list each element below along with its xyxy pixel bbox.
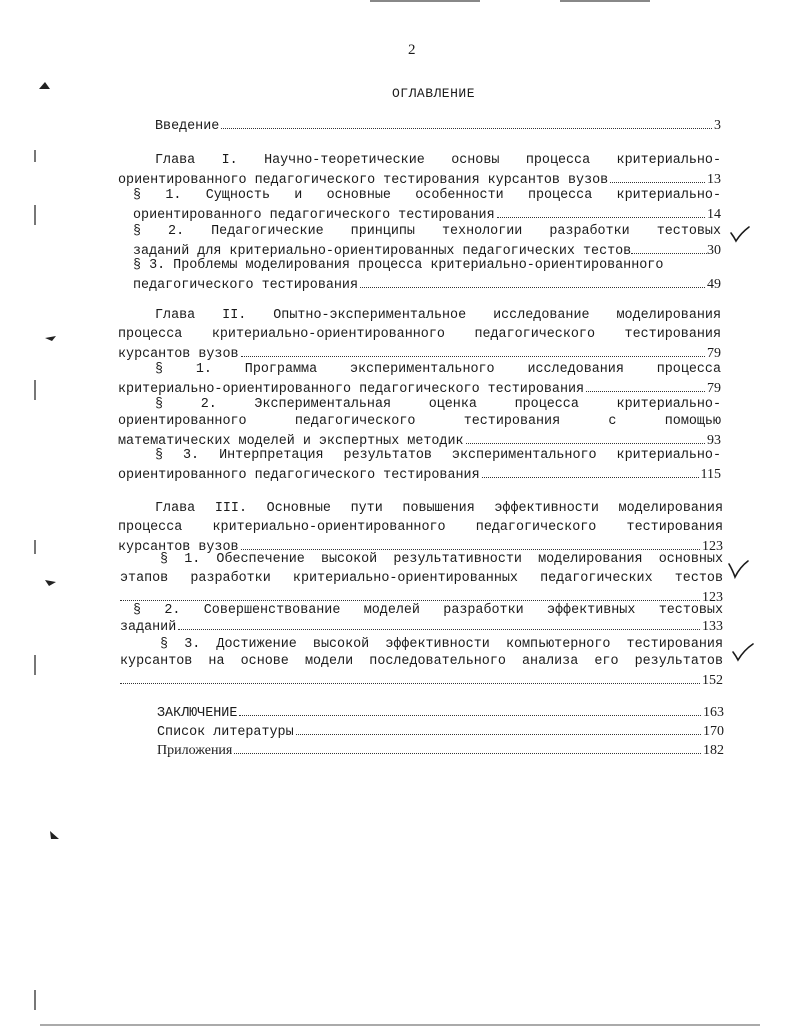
chapter-heading-line: Глава III. Основные пути повышения эффективности моделирования	[155, 501, 723, 516]
page-ref: 133	[702, 619, 723, 634]
toc-section-1-2[interactable]	[133, 222, 721, 260]
handwritten-checkmark-icon	[726, 558, 750, 580]
page-ref: 123	[702, 539, 723, 554]
leader-dots	[178, 629, 700, 630]
section-line: ориентированного педагогического тестирования	[118, 468, 480, 483]
chapter-heading-line: курсантов вузов	[118, 347, 239, 362]
entry-label: Введение	[155, 119, 220, 134]
chapter-heading-line: процесса критериально-ориентированного педагогического тестирования	[118, 327, 721, 342]
toc-section-2-3-cont[interactable]	[118, 465, 721, 484]
margin-line	[34, 150, 36, 162]
scan-top-edge	[560, 0, 650, 2]
toc-entry-conclusion[interactable]	[157, 703, 724, 722]
toc-section-3-2-cont[interactable]	[120, 617, 723, 636]
entry-label: ЗАКЛЮЧЕНИЕ	[157, 706, 238, 721]
scan-bottom-edge	[40, 1024, 760, 1026]
leader-dots	[360, 287, 705, 288]
leader-dots	[221, 128, 712, 129]
toc-chapter-1[interactable]	[155, 151, 721, 170]
toc-chapter-2-cont[interactable]	[118, 325, 721, 363]
section-line: критериально-ориентированного педагогического тестирования	[118, 382, 585, 397]
section-line: § 3. Достижение высокой эффективности компьютерного тестирования	[160, 637, 723, 652]
page-ref: 30	[707, 243, 721, 258]
scan-top-edge	[370, 0, 480, 2]
toc-entry-intro[interactable]	[155, 116, 721, 135]
section-line: § 3. Проблемы моделирования процесса критериально-ориентированного	[133, 258, 664, 273]
punch-mark-icon	[44, 333, 58, 343]
page-ref: 152	[702, 673, 723, 688]
section-line: этапов разработки критериально-ориентированных педагогических тестов	[120, 571, 723, 586]
punch-mark-icon	[48, 830, 62, 840]
section-line: § 3. Интерпретация результатов экспериментального критериально-	[155, 448, 721, 463]
section-line: § 2. Экспериментальная оценка процесса критериально-	[155, 397, 721, 412]
page-ref: 123	[702, 590, 723, 605]
leader-dots	[497, 217, 705, 218]
page-number: 2	[408, 42, 416, 58]
leader-dots	[631, 253, 707, 254]
chapter-heading-line: ориентированного педагогического тестирования курсантов вузов	[118, 173, 609, 188]
section-line: § 1. Сущность и основные особенности процесса критериально-	[133, 188, 721, 203]
leader-dots	[586, 391, 705, 392]
toc-entry-appendix[interactable]	[157, 741, 724, 760]
page-ref: 79	[707, 381, 721, 396]
margin-line	[34, 655, 36, 675]
section-line: § 1. Обеспечение высокой результативности моделирования основных	[160, 552, 723, 567]
toc-title: ОГЛАВЛЕНИЕ	[392, 86, 476, 101]
toc-section-3-1[interactable]	[160, 550, 723, 569]
handwritten-checkmark-icon	[728, 224, 752, 246]
page-ref: 182	[703, 743, 724, 758]
punch-mark-icon	[44, 577, 58, 587]
section-line: математических моделей и экспертных методик	[118, 434, 464, 449]
chapter-heading-line: курсантов вузов	[118, 540, 239, 555]
entry-label: Приложения	[157, 743, 233, 758]
chapter-heading-line: Глава II. Опытно-экспериментальное исследование моделирования	[155, 308, 721, 323]
margin-line	[34, 380, 36, 400]
page-ref: 49	[707, 277, 721, 292]
section-line: § 2. Совершенствование моделей разработки эффективных тестовых	[133, 603, 723, 618]
page-ref: 115	[700, 467, 721, 482]
page-ref: 79	[707, 346, 721, 361]
handwritten-checkmark-icon	[731, 642, 755, 664]
section-line: заданий	[120, 620, 177, 635]
page-ref: 93	[707, 433, 721, 448]
leader-dots	[241, 356, 705, 357]
section-line: педагогического тестирования	[133, 278, 358, 293]
toc-section-2-1[interactable]	[155, 360, 721, 379]
entry-label: Список литературы	[157, 725, 294, 740]
toc-back-matter[interactable]	[157, 703, 724, 760]
toc-section-1-3[interactable]	[133, 256, 721, 294]
chapter-heading-line: процесса критериально-ориентированного педагогического тестирования	[118, 520, 723, 535]
toc-section-1-1[interactable]	[133, 186, 721, 224]
page-ref: 3	[714, 118, 721, 133]
toc-section-2-3[interactable]	[155, 446, 721, 465]
section-line: § 2. Педагогические принципы технологии разработки тестовых	[133, 224, 721, 239]
leader-dots	[296, 734, 701, 735]
punch-mark-icon	[38, 80, 52, 90]
page-ref: 13	[707, 172, 721, 187]
leader-dots	[466, 443, 705, 444]
leader-dots	[120, 683, 700, 684]
margin-line	[34, 205, 36, 225]
page-ref: 163	[703, 705, 724, 720]
toc-section-2-2-cont[interactable]	[118, 412, 721, 450]
chapter-heading-line: Глава I. Научно-теоретические основы процесса критериально-	[155, 153, 721, 168]
toc-chapter-2[interactable]	[155, 306, 721, 325]
toc-chapter-3[interactable]	[155, 499, 723, 518]
margin-line	[34, 540, 36, 554]
section-line: § 1. Программа экспериментального исследования процесса	[155, 362, 721, 377]
leader-dots	[234, 753, 701, 754]
section-line: ориентированного педагогического тестирования	[133, 208, 495, 223]
leader-dots	[610, 182, 705, 183]
section-line: курсантов на основе модели последовательного анализа его результатов	[120, 654, 723, 669]
toc-entry-bibliography[interactable]	[157, 722, 724, 741]
page-ref: 14	[707, 207, 721, 222]
section-line: заданий для критериально-ориентированных педагогических тестов	[133, 244, 632, 259]
section-line: ориентированного педагогического тестирования с помощью	[118, 414, 721, 429]
leader-dots	[239, 715, 701, 716]
margin-line	[34, 990, 36, 1010]
leader-dots	[482, 477, 699, 478]
toc-section-3-3-cont[interactable]	[120, 652, 723, 690]
page-ref: 170	[703, 724, 724, 739]
